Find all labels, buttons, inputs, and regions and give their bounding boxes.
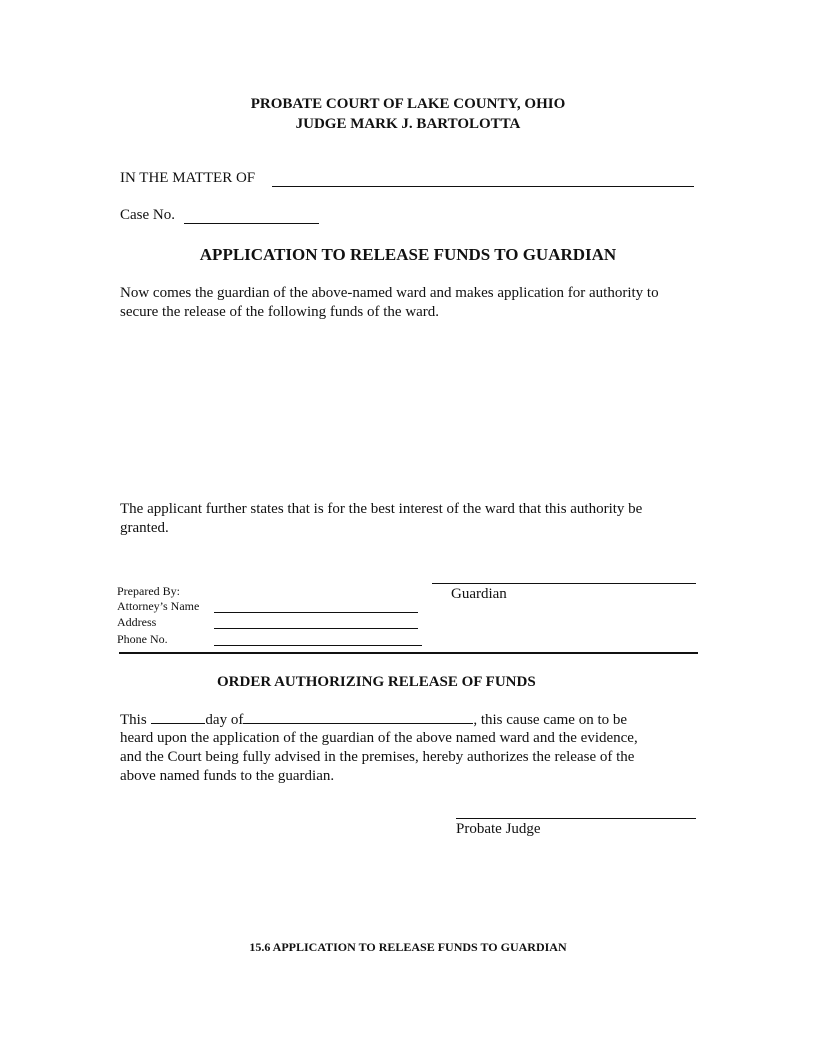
order-tail-text: , this cause came on to be — [473, 712, 628, 728]
further-line-2: granted. — [120, 520, 169, 536]
form-footer: 15.6 APPLICATION TO RELEASE FUNDS TO GUARDIAN — [249, 940, 567, 954]
intro-line-2: secure the release of the following funds of the ward. — [120, 304, 440, 320]
phone-field[interactable] — [214, 631, 422, 646]
funds-list-area[interactable] — [120, 330, 700, 490]
order-line-3: and the Court being fully advised in the premises, hereby authorizes the release of the — [120, 749, 635, 765]
guardian-label: Guardian — [451, 586, 507, 602]
attorney-name-field[interactable] — [214, 598, 418, 613]
further-line-1: The applicant further states that is for the best interest of the ward that this authority be — [120, 501, 643, 517]
section-divider — [119, 652, 698, 654]
order-date-field[interactable] — [243, 710, 473, 724]
case-number-label: Case No. — [120, 207, 175, 223]
intro-line-1: Now comes the guardian of the above-named ward and makes application for authority to — [120, 285, 659, 301]
phone-label: Phone No. — [117, 632, 168, 646]
judge-name: JUDGE MARK J. BARTOLOTTA — [295, 116, 521, 132]
order-day-of-text: day of — [205, 712, 244, 728]
judge-signature-line[interactable] — [456, 805, 696, 819]
matter-name-field[interactable] — [272, 170, 694, 187]
address-label: Address — [117, 615, 157, 629]
order-line-2: heard upon the application of the guardian of the above named ward and the evidence, — [120, 730, 638, 746]
order-line-4: above named funds to the guardian. — [120, 768, 335, 784]
attorney-name-label: Attorney’s Name — [117, 599, 200, 613]
order-line-1 — [120, 710, 627, 730]
form-title: APPLICATION TO RELEASE FUNDS TO GUARDIAN — [199, 245, 617, 264]
guardian-signature-line[interactable] — [432, 570, 696, 584]
order-this-text: This — [120, 712, 147, 728]
prepared-by-label: Prepared By: — [117, 584, 180, 598]
order-title: ORDER AUTHORIZING RELEASE OF FUNDS — [217, 674, 536, 690]
further-paragraph — [120, 500, 700, 538]
intro-paragraph — [120, 284, 700, 322]
matter-label: IN THE MATTER OF — [120, 170, 256, 186]
court-name: PROBATE COURT OF LAKE COUNTY, OHIO — [250, 96, 566, 112]
case-number-field[interactable] — [184, 207, 319, 224]
probate-judge-label: Probate Judge — [456, 821, 541, 837]
address-field[interactable] — [214, 614, 418, 629]
order-day-field[interactable] — [151, 710, 205, 724]
